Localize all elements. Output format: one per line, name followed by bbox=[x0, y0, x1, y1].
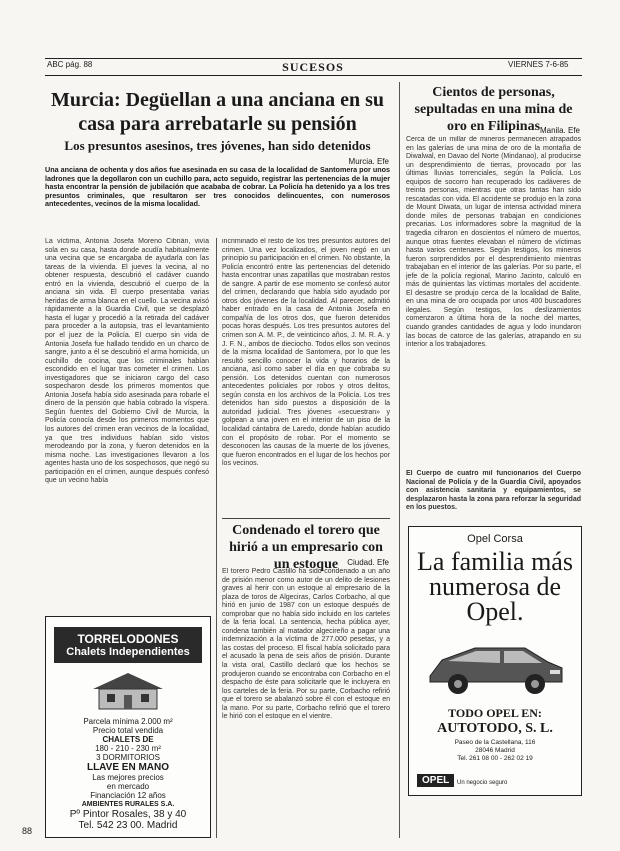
ad-line-10: AMBIENTES RURALES S.A. bbox=[81, 801, 175, 808]
opel-brand: Opel Corsa bbox=[467, 533, 523, 545]
main-subheadline: Los presuntos asesinos, tres jóvenes, han sido detenidos bbox=[64, 138, 371, 153]
header-date: VIERNES 7-6-85 bbox=[508, 60, 569, 69]
ad-torrelodones-banner bbox=[54, 627, 202, 663]
bullfighter-byline: Ciudad. Efe bbox=[347, 558, 389, 567]
main-byline: Murcia. Efe bbox=[348, 157, 389, 166]
header-rule-top bbox=[45, 58, 582, 59]
opel-address-1: Paseo de la Castellana, 116 bbox=[454, 739, 536, 746]
main-headline: Murcia: Degüellan a una anciana en su casa para arrebatarle su pensión bbox=[51, 89, 384, 135]
ad-line-2: Precio total vendida bbox=[92, 726, 164, 735]
opel-address-3: Tel. 261 08 00 - 262 02 19 bbox=[457, 755, 533, 762]
philippines-footer: El Cuerpo de cuatro mil funcionarios del Cuerpo Nacional de Policía y de la Guardia Civil, apoyados con asistencia sanitaria y equipamientos, se desplazaron hasta la zona para reforzar la seguridad en los puestos. bbox=[406, 470, 581, 512]
main-column-1: La víctima, Antonia Josefa Moreno Cibrián, vivía sola en su casa, hasta donde acudía habitualmente una vecina que se encargaba de ayudarla con las tareas de la vivienda. El jueves la vecina, al no obtener respuesta, descubrió el cadáver cuando entró en la vivienda, descubrió el cuerpo de la anciana sin vida. El cuerpo presentaba varias heridas de arma blanca en el cuello. La vecina avisó rápidamente a la Guardia Civil, que se desplazó hasta el lugar y procedió a la retirada del cadáver para proceder a la autopsia, tras el levantamiento por el juez de la Policía. El cuerpo sin vida de Antonia Josefa fue hallado tendido en un charco de sangre, junto a él se descubrió el arma homicida, un cuchillo de cocina, que los criminales habían escondido en el lugar tras cometer el crimen. Los investigadores que se iniciaron cargo del caso sospecharon desde los primeros momentos que Antonia Josefa había sido asesinada para robarle el dinero de la pensión que había cobrado la víspera. Según fuentes del Gobierno Civil de Murcia, la Policía conocía desde los primeros momentos que los autores del crimen eran vecinos de la localidad, ya que tres individuos habían sido vistos merodeando por la zona, y fueron detenidos en la misma noche. Las investigaciones llevaron a los agentes hasta uno de los sospechosos, que negó su participación en el crimen, aunque después confesó que un vecino había bbox=[45, 238, 209, 485]
article-divider bbox=[222, 518, 390, 519]
ad-line-11: Pº Pintor Rosales, 38 y 40 bbox=[69, 809, 187, 820]
main-column-2: incriminado el resto de los tres presuntos autores del crimen. Una vez localizados, el joven negó en un principio su participación en el crimen. No obstante, la Policía encontró entre las pertenencias del detenido hasta encontrar unas zapatillas que mostraban restos de sangre. A partir de ese momento se confesó autor del crimen, declarando que había sido ayudado por otros dos jóvenes de la localidad. Al parecer, admitió haber entrado en la casa de Antonia Josefa en compañía de los otros dos, que fueron detenidos pocas horas después. Los tres presuntos autores del crimen son A. M. P., de veinticinco años, J. M. R. A. y J. F. N., ambos de dieciocho. Todos ellos son vecinos de la misma localidad de Santomera, por lo que les resultó sencillo conocer la vida y horarios de la anciana, así como saber el día en que cobraba su pensión. Los detenidos cuentan con numerosos antecedentes policiales por robos y otros delitos, según consta en los archivos de la Policía. Los tres detenidos han sido puestos a disposición de la autoridad judicial. Tres jóvenes «secuestran» y golpean a una joven en el interior de un piso de la localidad cántabra de Laredo, donde habían acudido con el propósito de robar. Por el momento se desconocen las causas de la muerte de los jóvenes, que fueron encontrados en el lugar de los hechos por los vecinos. bbox=[222, 238, 390, 468]
page-number: 88 bbox=[22, 826, 33, 836]
ad-line-1: Parcela mínima 2.000 m² bbox=[83, 717, 173, 726]
bullfighter-body: El torero Pedro Castillo ha sido condenado a un año de prisión menor como autor de un delito de lesiones graves al herir con un estoque al empresario de la plaza de toros de Algeciras, Carlos Corbacho, al que hirió en junio de 1987 con un estoque después de comprobar que no había sido incluido en los carteles de la feria local. La sentencia, hecha pública ayer, condena también al matador algecireño a pagar una indemnización a la víctima de 277.000 pesetas, y a las costas del proceso. El fiscal había solicitado para el acusado la pena de seis años de prisión. Durante la vista oral, Castillo declaró que los hechos se produjeron cuando se encontraba con Corbacho en el despacho de éste para solicitarle que le incluyera en los carteles de la feria. Por su parte, Corbacho refirió que el torero se abalanzó sobre él con el estoque en la mano. Por su parte, Corbacho refirió que el torero le hirió con el estoque en el vientre. bbox=[222, 568, 390, 721]
ad-line-4: 180 - 210 - 230 m² bbox=[95, 744, 161, 753]
ad-line-3: CHALETS DE bbox=[102, 735, 154, 744]
opel-cta-2: AUTOTODO, S. L. bbox=[437, 721, 553, 736]
ad-line-6: LLAVE EN MANO bbox=[86, 762, 170, 773]
ad-line-9: Financiación 12 años bbox=[90, 791, 166, 800]
main-lead: Una anciana de ochenta y dos años fue asesinada en su casa de la localidad de Santomera por unos ladrones que la degollaron con un cuchillo para, acto seguido, registrar las pertenencias de la mujer hasta encontrar la pensión de jubilación que acababa de cobrar. La Policía ha detenido ya a los tres presuntos criminales, que resultaron ser tres conocidos delincuentes, con numerosos antecedentes, vecinos de la misma localidad. bbox=[45, 166, 390, 209]
philippines-headline: Cientos de personas, sepultadas en una mina de oro en Filipinas bbox=[414, 85, 573, 134]
ad-torrelodones[interactable] bbox=[45, 616, 211, 838]
ad-torrelodones-title: TORRELODONES bbox=[77, 632, 179, 646]
ad-line-5: 3 DORMITORIOS bbox=[96, 753, 160, 762]
philippines-byline: Manila. Efe bbox=[539, 126, 580, 135]
car-illustration bbox=[420, 630, 570, 702]
ad-line-8: en mercado bbox=[106, 782, 150, 791]
ad-opel[interactable] bbox=[408, 526, 582, 796]
ad-torrelodones-subtitle: Chalets Independientes bbox=[66, 646, 190, 658]
opel-logo-sub: Un negocio seguro bbox=[457, 780, 508, 786]
column-rule-1 bbox=[216, 238, 217, 838]
header-left: ABC pág. 88 bbox=[47, 60, 93, 69]
opel-title: La familia más numerosa de Opel. bbox=[417, 547, 573, 626]
bullfighter-headline: Condenado el torero que hirió a un empresario con un estoque bbox=[229, 523, 383, 572]
column-rule-2 bbox=[399, 82, 400, 838]
ad-line-7: Las mejores precios bbox=[92, 773, 164, 782]
opel-logo: OPEL bbox=[417, 774, 454, 787]
header-rule-bottom bbox=[45, 75, 582, 76]
philippines-body: Cerca de un millar de mineros permanecen atrapados en las galerías de una mina de oro de la montaña de Diwalwal, en Davao del Norte (Mindanao), al producirse un desprendimiento de tierras, provocado por las últimas lluvias torrenciales, según la Policía. Los equipos de socorro han recuperado los cadáveres de treinta personas, mientras que otras tantas han sido rescatadas con vida. El accidente se produjo en la zona de Mount Diwata, un lugar de intensa actividad minera donde miles de personas trabajan en condiciones precarias. Los informadores sobre la magnitud de la tragedia cifraron en doscientos el número de muertos, aunque otras fuentes elevaban el número de víctimas hasta varios centenares. Según testigos, los mineros fueron sorprendidos por el desprendimiento mientras trabajaban en el interior de las galerías. Por su parte, el jefe de la policía regional, Marino Jacinto, calculó en más de quinientas las víctimas mortales del accidente. El desastre se produjo cerca de la localidad de Balite, en una mina de oro ocupada por unos 400 buscadores ilegales. Según testigos, los deslizamientos comenzaron a última hora de la noche del martes, cuando grandes cantidades de agua y lodo inundaron las bocas de catorce de las galerías, atrapando en su interior a los trabajadores. bbox=[406, 136, 581, 349]
section-title: SUCESOS bbox=[282, 60, 344, 74]
ad-line-12: Tel. 542 23 00. Madrid bbox=[78, 820, 178, 831]
opel-cta-1: TODO OPEL EN: bbox=[448, 706, 542, 720]
opel-address-2: 28046 Madrid bbox=[475, 747, 515, 754]
house-illustration bbox=[83, 669, 173, 711]
